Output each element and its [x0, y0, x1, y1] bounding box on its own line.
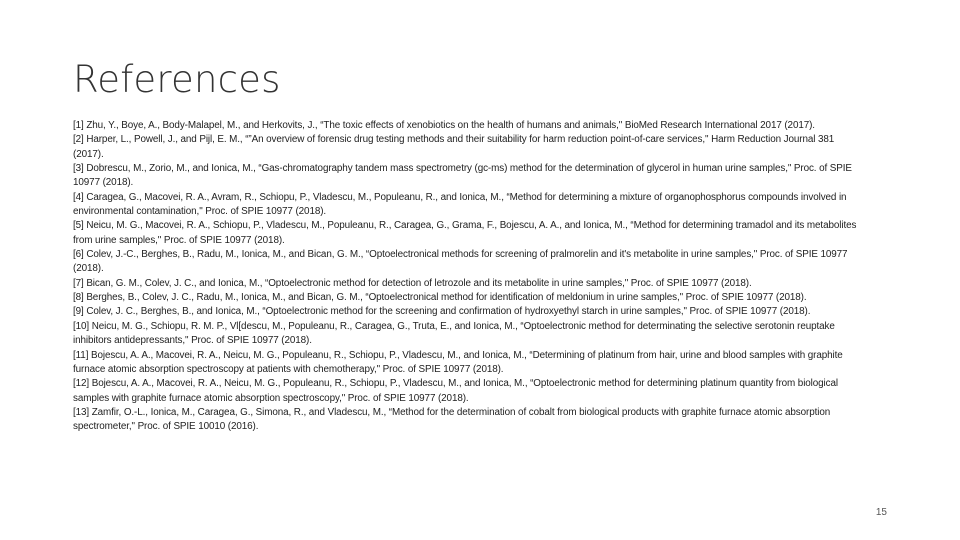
reference-item: [1] Zhu, Y., Boye, A., Body-Malapel, M., and Herkovits, J., “The toxic effects of xenobiotics on the health of humans and animals," BioMed Research International 2017 (2017). [73, 120, 815, 131]
reference-item: [2] Harper, L., Powell, J., and Pijl, E. M., “”An overview of forensic drug testing methods and their suitability for harm reduction point-of-care services," Harm Reduction Journal 381 (2017). [73, 134, 835, 160]
reference-item: [9] Colev, J. C., Berghes, B., and Ionica, M., “Optoelectronic method for the screening and confirmation of hydroxyethyl starch in urine samples," Proc. of SPIE 10977 (2018). [73, 306, 811, 318]
reference-item: [12] Bojescu, A. A., Macovei, R. A., Neicu, M. G., Populeanu, R., Schiopu, P., Vladescu, M., and Ionica, M., “Optoelectronic method for determining platinum quantity from biological samples with graphite furnace atomic absorption spectroscopy," Proc. of SPIE 10977 (2018). [73, 378, 838, 404]
page-title: References [73, 58, 281, 101]
reference-list [73, 119, 863, 435]
page-number: 15 [875, 507, 887, 518]
reference-item: [4] Caragea, G., Macovei, R. A., Avram, R., Schiopu, P., Vladescu, M., Populeanu, R., and Ionica, M., “Method for determining a mixture of organophosphorus compounds involved in environmental contamination," Proc. of SPIE 10977 (2018). [73, 191, 847, 218]
reference-item: [3] Dobrescu, M., Zorio, M., and Ionica, M., “Gas-chromatography tandem mass spectrometry (gc-ms) method for the determination of glycerol in human urine samples," Proc. of SPIE 10977 (2018). [73, 163, 852, 189]
reference-item: [11] Bojescu, A. A., Macovei, R. A., Neicu, M. G., Populeanu, R., Schiopu, P., Vladescu, M., and Ionica, M., “Determining of platinum from hair, urine and blood samples with graphite furnace atomic absorption spectroscopy at patients with chemotherapy," Proc. of SPIE 10977 (2018). [73, 349, 843, 375]
reference-item: [6] Colev, J.-C., Berghes, B., Radu, M., Ionica, M., and Bican, G. M., “Optoelectronical methods for screening of pralmorelin and it's metabolite in urine samples," Proc. of SPIE 10977 (2018). [73, 249, 848, 275]
reference-item: [10] Neicu, M. G., Schiopu, R. M. P., Vl[descu, M., Populeanu, R., Caragea, G., Truta, E., and Ionica, M., “Optoelectronic method for determinating the selective serotonin reuptake inhibitors antidepressants," Proc. of SPIE 10977 (2018). [73, 320, 835, 347]
reference-item: [13] Zamfir, O.-L., Ionica, M., Caragea, G., Simona, R., and Vladescu, M., “Method for the determination of cobalt from biological products with graphite furnace atomic absorption spectrometer," Proc. of SPIE 10010 (2016). [73, 406, 831, 433]
reference-item: [8] Berghes, B., Colev, J. C., Radu, M., Ionica, M., and Bican, G. M., “Optoelectronical method for identification of meldonium in urine samples," Proc. of SPIE 10977 (2018). [73, 292, 807, 304]
reference-item: [7] Bican, G. M., Colev, J. C., and Ionica, M., “Optoelectronic method for detection of letrozole and its metabolite in urine samples," Proc. of SPIE 10977 (2018). [73, 277, 752, 289]
reference-item: [5] Neicu, M. G., Macovei, R. A., Schiopu, P., Vladescu, M., Populeanu, R., Caragea, G., Grama, F., Bojescu, A. A., and Ionica, M., “Method for determining tramadol and its metabolites from urine samples," Proc. of SPIE 10977 (2018). [73, 220, 857, 246]
